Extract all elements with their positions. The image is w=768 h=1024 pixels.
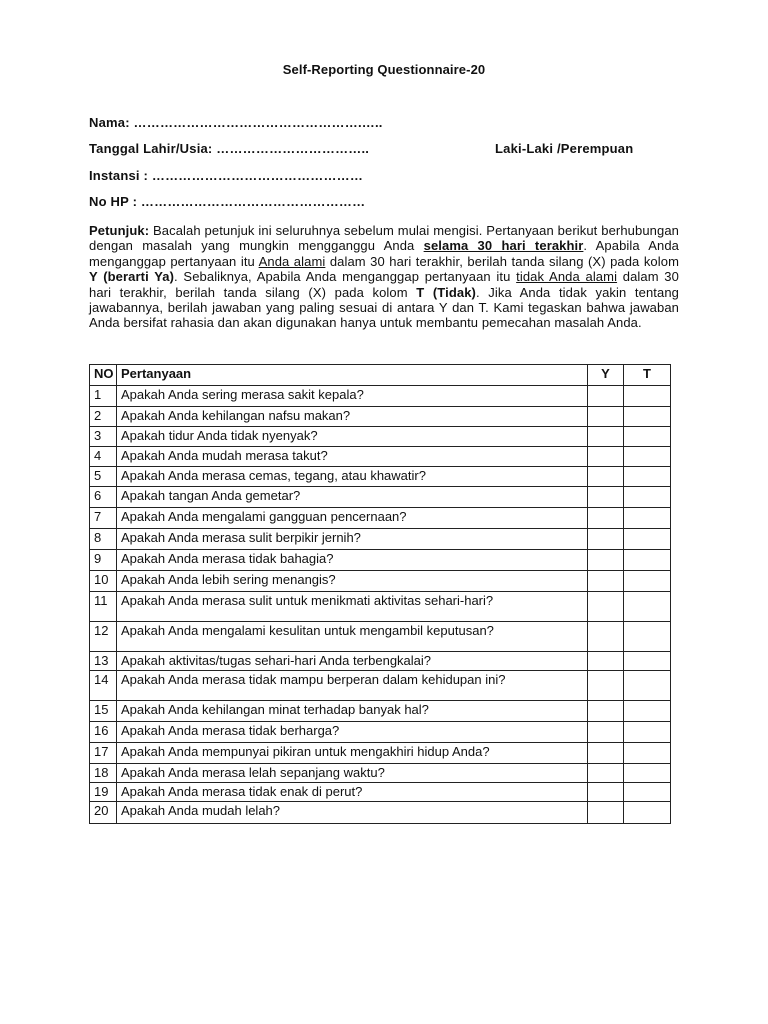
- question-number: 5: [90, 467, 117, 487]
- question-text: Apakah Anda merasa tidak mampu berperan dalam kehidupan ini?: [117, 671, 588, 701]
- instructions-paragraph: [89, 223, 679, 331]
- question-number: 2: [90, 407, 117, 427]
- table-row: [90, 701, 671, 722]
- instructions-label: Petunjuk:: [89, 223, 150, 238]
- question-number: 18: [90, 764, 117, 783]
- table-row: [90, 550, 671, 571]
- question-number: 10: [90, 571, 117, 592]
- institution-field[interactable]: Instansi : …………………………………………: [89, 168, 364, 183]
- answer-yes-cell[interactable]: [588, 386, 624, 407]
- table-header-row: [90, 365, 671, 386]
- question-text: Apakah aktivitas/tugas sehari-hari Anda terbengkalai?: [117, 652, 588, 671]
- table-row: [90, 722, 671, 743]
- header-no: NO: [90, 365, 117, 386]
- instructions-text: . Apabila Anda menganggap pertanyaan itu: [89, 238, 680, 269]
- answer-no-cell[interactable]: [624, 671, 671, 701]
- answer-yes-cell[interactable]: [588, 783, 624, 802]
- answer-no-cell[interactable]: [624, 487, 671, 508]
- answer-yes-cell[interactable]: [588, 592, 624, 622]
- answer-yes-cell[interactable]: [588, 802, 624, 824]
- table-row: [90, 592, 671, 622]
- question-number: 15: [90, 701, 117, 722]
- question-text: Apakah Anda merasa tidak berharga?: [117, 722, 588, 743]
- table-row: [90, 622, 671, 652]
- question-text: Apakah Anda mengalami gangguan pencernaan?: [117, 508, 588, 529]
- instructions-emphasis: Y (berarti Ya): [89, 269, 175, 285]
- answer-no-cell[interactable]: [624, 447, 671, 467]
- question-number: 6: [90, 487, 117, 508]
- instructions-text: Bacalah petunjuk ini seluruhnya sebelum mulai mengisi. Pertanyaan berikut berhubungan dengan masalah yang mungkin mengganggu Anda: [89, 223, 679, 254]
- instructions-text: dalam 30 hari terakhir, berilah tanda silang (X) pada kolom: [325, 253, 680, 269]
- answer-yes-cell[interactable]: [588, 671, 624, 701]
- question-text: Apakah Anda merasa sulit berpikir jernih?: [117, 529, 588, 550]
- answer-yes-cell[interactable]: [588, 764, 624, 783]
- answer-yes-cell[interactable]: [588, 743, 624, 764]
- gender-option[interactable]: Laki-Laki /Perempuan: [495, 141, 634, 156]
- answer-no-cell[interactable]: [624, 386, 671, 407]
- answer-no-cell[interactable]: [624, 802, 671, 824]
- question-number: 20: [90, 802, 117, 824]
- table-row: [90, 764, 671, 783]
- answer-no-cell[interactable]: [624, 427, 671, 447]
- question-number: 13: [90, 652, 117, 671]
- question-text: Apakah tangan Anda gemetar?: [117, 487, 588, 508]
- answer-yes-cell[interactable]: [588, 407, 624, 427]
- answer-yes-cell[interactable]: [588, 508, 624, 529]
- answer-yes-cell[interactable]: [588, 467, 624, 487]
- question-number: 8: [90, 529, 117, 550]
- nama-field[interactable]: Nama: …………………………………………….…..: [89, 115, 383, 130]
- page-title: Self-Reporting Questionnaire-20: [282, 62, 486, 77]
- question-number: 11: [90, 592, 117, 622]
- answer-no-cell[interactable]: [624, 722, 671, 743]
- answer-yes-cell[interactable]: [588, 550, 624, 571]
- question-number: 9: [90, 550, 117, 571]
- answer-yes-cell[interactable]: [588, 427, 624, 447]
- answer-yes-cell[interactable]: [588, 529, 624, 550]
- question-number: 1: [90, 386, 117, 407]
- answer-no-cell[interactable]: [624, 652, 671, 671]
- answer-no-cell[interactable]: [624, 764, 671, 783]
- question-text: Apakah Anda merasa tidak bahagia?: [117, 550, 588, 571]
- question-text: Apakah tidur Anda tidak nyenyak?: [117, 427, 588, 447]
- instructions-emphasis: tidak Anda alami: [516, 269, 618, 285]
- question-text: Apakah Anda merasa lelah sepanjang waktu?: [117, 764, 588, 783]
- table-row: [90, 467, 671, 487]
- answer-yes-cell[interactable]: [588, 571, 624, 592]
- question-text: Apakah Anda kehilangan nafsu makan?: [117, 407, 588, 427]
- table-row: [90, 487, 671, 508]
- phone-number-field[interactable]: No HP : ……………………………………………: [89, 194, 366, 209]
- question-number: 4: [90, 447, 117, 467]
- questionnaire-table: [89, 364, 671, 824]
- answer-yes-cell[interactable]: [588, 701, 624, 722]
- answer-no-cell[interactable]: [624, 592, 671, 622]
- instructions-emphasis: T (Tidak): [416, 284, 476, 300]
- answer-yes-cell[interactable]: [588, 652, 624, 671]
- instructions-text: . Sebaliknya, Apabila Anda menganggap pertanyaan itu: [174, 269, 517, 285]
- question-text: Apakah Anda merasa sulit untuk menikmati aktivitas sehari-hari?: [117, 592, 588, 622]
- instructions-text: dalam 30 hari terakhir, berilah tanda silang (X) pada kolom: [89, 269, 679, 300]
- answer-yes-cell[interactable]: [588, 722, 624, 743]
- answer-no-cell[interactable]: [624, 467, 671, 487]
- answer-no-cell[interactable]: [624, 529, 671, 550]
- answer-no-cell[interactable]: [624, 743, 671, 764]
- question-number: 7: [90, 508, 117, 529]
- instructions-emphasis: Anda alami: [258, 253, 326, 269]
- question-number: 3: [90, 427, 117, 447]
- question-text: Apakah Anda lebih sering menangis?: [117, 571, 588, 592]
- header-question: Pertanyaan: [117, 365, 588, 386]
- answer-yes-cell[interactable]: [588, 487, 624, 508]
- table-row: [90, 652, 671, 671]
- answer-no-cell[interactable]: [624, 550, 671, 571]
- question-text: Apakah Anda mempunyai pikiran untuk mengakhiri hidup Anda?: [117, 743, 588, 764]
- table-row: [90, 529, 671, 550]
- table-row: [90, 743, 671, 764]
- table-row: [90, 671, 671, 701]
- question-number: 19: [90, 783, 117, 802]
- table-body: [90, 386, 671, 824]
- answer-no-cell[interactable]: [624, 571, 671, 592]
- table-row: [90, 571, 671, 592]
- instructions-emphasis: selama 30 hari terakhir: [423, 238, 584, 254]
- answer-no-cell[interactable]: [624, 407, 671, 427]
- question-text: Apakah Anda mudah merasa takut?: [117, 447, 588, 467]
- question-number: 12: [90, 622, 117, 652]
- question-number: 16: [90, 722, 117, 743]
- answer-yes-cell[interactable]: [588, 447, 624, 467]
- question-text: Apakah Anda mudah lelah?: [117, 802, 588, 824]
- table-row: [90, 783, 671, 802]
- question-text: Apakah Anda merasa tidak enak di perut?: [117, 783, 588, 802]
- answer-yes-cell[interactable]: [588, 622, 624, 652]
- table-row: [90, 427, 671, 447]
- table-row: [90, 802, 671, 824]
- table-row: [90, 508, 671, 529]
- header-no-answer: T: [624, 365, 671, 386]
- instructions-text: . Jika Anda tidak yakin tentang jawabannya, berilah jawaban yang paling sesuai di antara Y dan T. Kami tegaskan bahwa jawaban Anda bersifat rahasia dan akan digunakan hanya untuk membantu pemecahan masalah Anda.: [89, 284, 679, 331]
- header-yes: Y: [588, 365, 624, 386]
- answer-no-cell[interactable]: [624, 622, 671, 652]
- question-text: Apakah Anda kehilangan minat terhadap banyak hal?: [117, 701, 588, 722]
- answer-no-cell[interactable]: [624, 783, 671, 802]
- table-row: [90, 407, 671, 427]
- answer-no-cell[interactable]: [624, 508, 671, 529]
- question-text: Apakah Anda sering merasa sakit kepala?: [117, 386, 588, 407]
- question-number: 14: [90, 671, 117, 701]
- question-text: Apakah Anda mengalami kesulitan untuk mengambil keputusan?: [117, 622, 588, 652]
- question-text: Apakah Anda merasa cemas, tegang, atau khawatir?: [117, 467, 588, 487]
- answer-no-cell[interactable]: [624, 701, 671, 722]
- birthdate-age-field[interactable]: Tanggal Lahir/Usia: ……………………………..: [89, 141, 370, 156]
- table-row: [90, 447, 671, 467]
- question-number: 17: [90, 743, 117, 764]
- table-row: [90, 386, 671, 407]
